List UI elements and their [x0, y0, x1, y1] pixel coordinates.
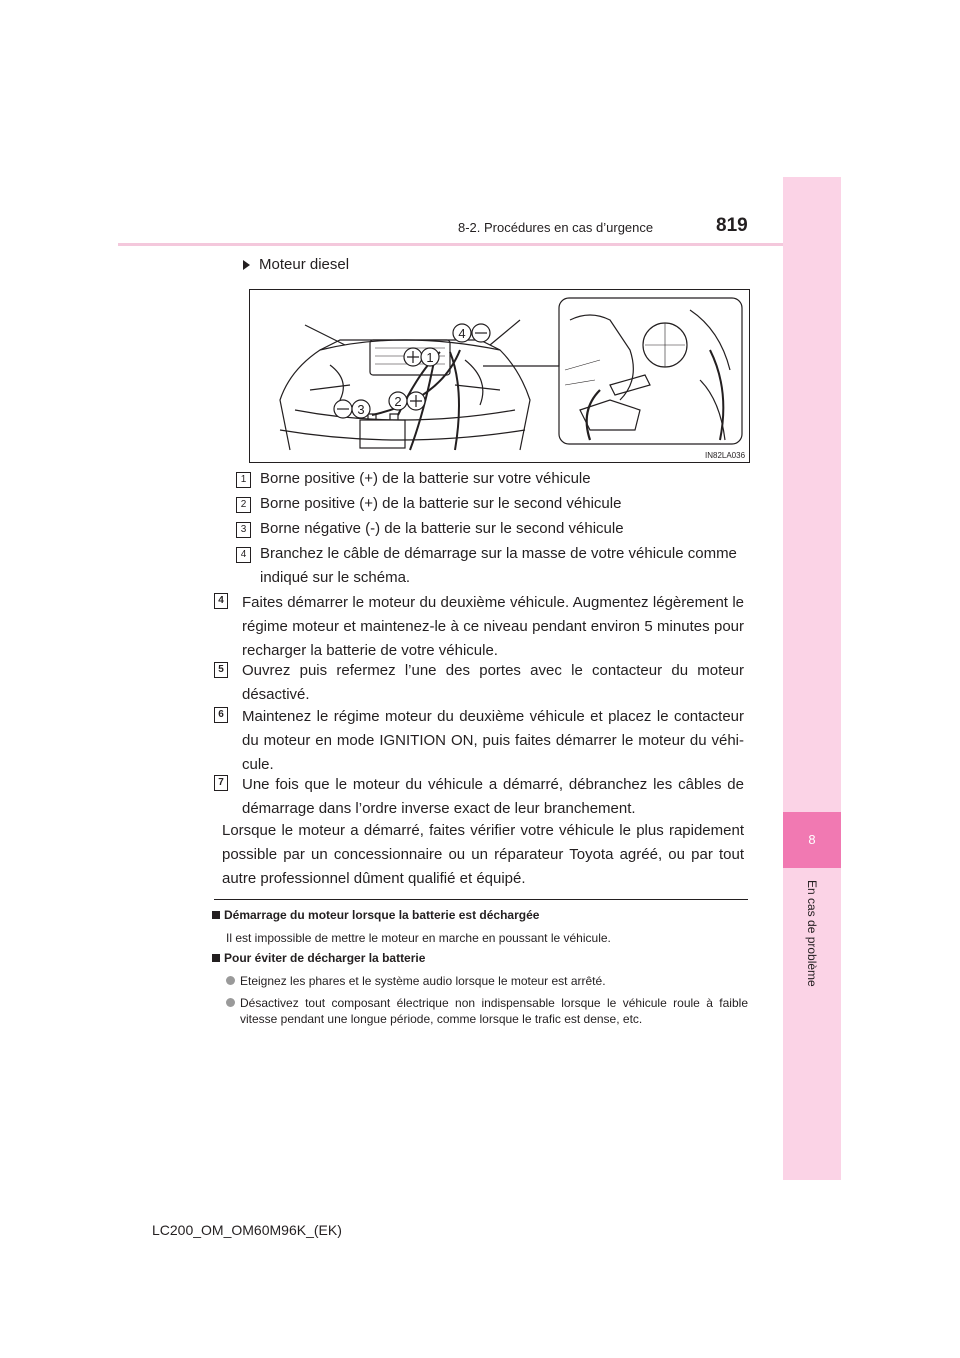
legend-text: Branchez le câble de démarrage sur la masse de votre véhicule comme indiqué sur le schéma.: [260, 545, 737, 586]
callout-3-label: 3: [357, 402, 365, 417]
legend-number-badge: 1: [236, 472, 251, 488]
section-title: 8-2. Procédures en cas d’urgence: [458, 220, 654, 235]
square-bullet-icon: [212, 954, 220, 962]
illustration-code: IN82LA036: [705, 451, 746, 460]
triangle-bullet-icon: [243, 260, 250, 270]
legend-text: Borne négative (-) de la batterie sur le second véhicule: [260, 520, 624, 537]
legend-number-badge: 3: [236, 522, 251, 538]
note-title: [212, 951, 425, 965]
note-text: Il est impossible de mettre le moteur en marche en poussant le véhicule.: [226, 931, 611, 945]
step-number-badge: 7: [214, 775, 228, 791]
note-bullet-text: Désactivez tout composant électrique non indispensable lorsque le véhicule roule à faible vitesse pendant une longue période, comme lorsque le trafic est dense, etc.: [240, 996, 748, 1026]
closing-paragraph: Lorsque le moteur a démarré, faites vérifier votre véhicule le plus rapidement possible par un concessionnaire ou un réparateur Toyota agréé, ou par tout autre professionnel dûment qualifié et équipé.: [222, 822, 744, 887]
circle-bullet-icon: [226, 976, 235, 985]
callout-1-label: 1: [426, 350, 434, 365]
circle-bullet-icon: [226, 998, 235, 1007]
callout-4-label: 4: [458, 326, 466, 341]
subheading-text: Moteur diesel: [259, 256, 350, 273]
chapter-side-tab: [783, 177, 841, 1180]
step-number-badge: 6: [214, 707, 228, 723]
note-bullet-text: Eteignez les phares et le système audio lorsque le moteur est arrêté.: [240, 974, 606, 988]
legend-text: Borne positive (+) de la batterie sur votre véhicule: [260, 470, 591, 487]
legend-text: Borne positive (+) de la batterie sur le second véhicule: [260, 495, 622, 512]
square-bullet-icon: [212, 911, 220, 919]
chapter-title: En cas de problème: [805, 880, 819, 987]
step-number-badge: 5: [214, 662, 228, 678]
step-text: Une fois que le moteur du véhicule a démarré, débranchez les câbles de démarrage dans l’ordre inverse exact de leur branchement.: [242, 776, 744, 817]
note-title-text: Démarrage du moteur lorsque la batterie est déchargée: [224, 908, 540, 922]
engine-bay-illustration: [249, 289, 750, 463]
chapter-number: 8: [808, 832, 816, 847]
step-text: Maintenez le régime moteur du deuxième véhicule et placez le contacteur du moteur en mode IGNITION ON, puis faites démarrer le moteur du véhi-cule.: [242, 708, 744, 773]
chapter-title-container: [783, 880, 841, 1010]
step-text: Ouvrez puis refermez l’une des portes avec le contacteur du moteur désactivé.: [242, 662, 744, 703]
engine-diagram-svg: [250, 290, 749, 462]
document-code: LC200_OM_OM60M96K_(EK): [152, 1222, 342, 1238]
page-number: 819: [716, 215, 748, 236]
note-title-text: Pour éviter de décharger la batterie: [224, 951, 426, 965]
callout-2-label: 2: [394, 394, 402, 409]
section-divider: [214, 899, 748, 900]
note-title: [212, 908, 539, 922]
legend-number-badge: 2: [236, 497, 251, 513]
step-number-badge: 4: [214, 593, 228, 609]
header-rule: [118, 243, 783, 246]
step-text: Faites démarrer le moteur du deuxième véhicule. Augmentez légèrement le régime moteur et maintenez-le à ce niveau pendant environ 5 minutes pour recharger la batterie de votre véhicule.: [242, 594, 744, 659]
legend-number-badge: 4: [236, 547, 251, 563]
